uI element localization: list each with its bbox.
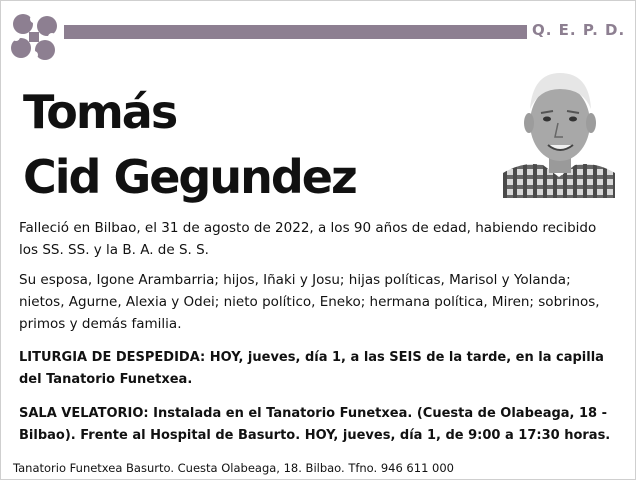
family-line: nietos, Agurne, Alexia y Odei; nieto político, Eneko; hermana política, Miren; sobrinos, — [19, 294, 600, 310]
liturgy-details — [19, 347, 623, 391]
header-bar — [64, 25, 527, 39]
death-line: los SS. SS. y la B. A. de S. S. — [19, 242, 209, 258]
family-line: primos y demás familia. — [19, 316, 182, 332]
family-list — [19, 269, 623, 335]
wake-details — [19, 403, 623, 447]
wake-line: SALA VELATORIO: Instalada en el Tanatorio Funetxea. (Cuesta de Olabeaga, 18 - — [19, 406, 608, 421]
liturgy-line: LITURGIA DE DESPEDIDA: HOY, jueves, día 1, a las SEIS de la tarde, en la capilla — [19, 350, 604, 365]
wake-line: Bilbao). Frente al Hospital de Basurto. HOY, jueves, día 1, de 9:00 a 17:30 horas. — [19, 428, 611, 443]
qepd-heading: Q. E. P. D. — [532, 21, 626, 39]
family-line: Su esposa, Igone Arambarria; hijos, Iñaki y Josu; hijas políticas, Marisol y Yolanda; — [19, 272, 571, 288]
portrait-photo — [503, 65, 615, 198]
lauburu-icon — [7, 10, 61, 64]
death-line: Falleció en Bilbao, el 31 de agosto de 2022, a los 90 años de edad, habiendo recibido — [19, 220, 597, 236]
death-announcement — [19, 217, 623, 261]
liturgy-line: del Tanatorio Funetxea. — [19, 372, 193, 387]
deceased-first-name: Tomás — [23, 85, 177, 139]
deceased-surname: Cid Gegundez — [23, 150, 356, 204]
funeral-home-footer: Tanatorio Funetxea Basurto. Cuesta Olabeaga, 18. Bilbao. Tfno. 946 611 000 — [13, 461, 454, 475]
